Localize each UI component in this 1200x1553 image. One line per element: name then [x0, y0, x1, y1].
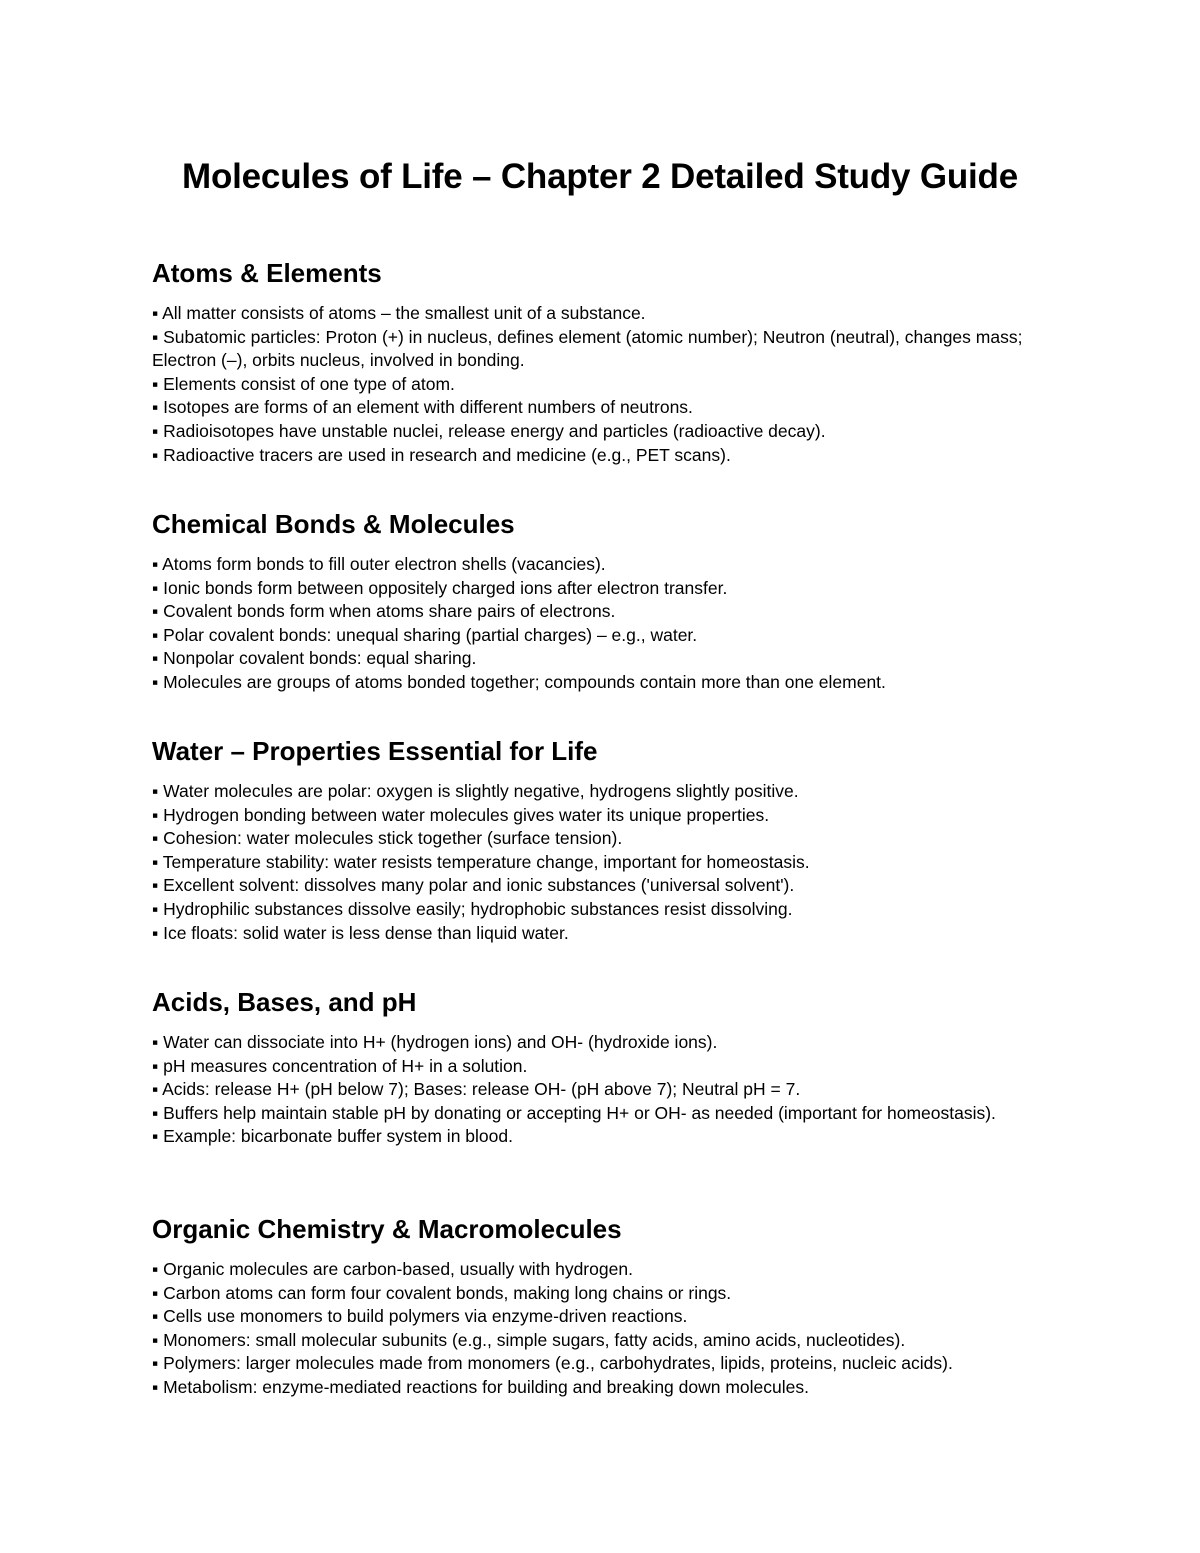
- bullet-marker: ▪: [152, 648, 159, 669]
- list-item: [152, 1078, 1072, 1102]
- list-item: [152, 804, 1072, 828]
- bullet-marker: ▪: [152, 898, 159, 919]
- list-item: [152, 302, 1072, 326]
- section-heading: Organic Chemistry & Macromolecules: [152, 1214, 622, 1244]
- list-item-text: Elements consist of one type of atom.: [163, 373, 455, 394]
- bullet-marker: ▪: [152, 601, 159, 622]
- list-item-text: Organic molecules are carbon-based, usually with hydrogen.: [163, 1259, 633, 1279]
- section-heading: Acids, Bases, and pH: [152, 987, 417, 1017]
- bullet-marker: ▪: [152, 781, 159, 801]
- bullet-marker: ▪: [152, 1259, 159, 1279]
- list-item-text: Water molecules are polar: oxygen is slightly negative, hydrogens slightly positive.: [163, 781, 799, 801]
- list-item: [152, 373, 1072, 397]
- list-item-text: Ionic bonds form between oppositely charged ions after electron transfer.: [163, 577, 728, 598]
- list-item-text: Carbon atoms can form four covalent bonds, making long chains or rings.: [163, 1282, 732, 1303]
- list-item-text: All matter consists of atoms – the smallest unit of a substance.: [162, 303, 646, 323]
- list-item-text: Cells use monomers to build polymers via enzyme-driven reactions.: [163, 1306, 688, 1327]
- list-item-text: Covalent bonds form when atoms share pairs of electrons.: [163, 601, 616, 622]
- bullet-marker: ▪: [152, 1353, 159, 1374]
- list-item-text: Isotopes are forms of an element with different numbers of neutrons.: [163, 397, 693, 418]
- list-item-text: Nonpolar covalent bonds: equal sharing.: [163, 648, 477, 669]
- bullet-marker: ▪: [152, 804, 159, 825]
- list-item-text: Hydrogen bonding between water molecules gives water its unique properties.: [163, 804, 770, 825]
- bullet-marker: ▪: [152, 554, 159, 574]
- list-item: [152, 647, 1072, 671]
- list-item: [152, 922, 1072, 946]
- list-item-text: Cohesion: water molecules stick together (surface tension).: [163, 828, 623, 849]
- list-item-text: Atoms form bonds to fill outer electron shells (vacancies).: [162, 554, 606, 574]
- bullet-marker: ▪: [152, 303, 159, 323]
- list-item: [152, 326, 1072, 373]
- list-item: [152, 780, 1072, 804]
- list-item: [152, 553, 1072, 577]
- bullet-marker: ▪: [152, 1126, 159, 1147]
- list-item: [152, 874, 1072, 898]
- bullet-list: [152, 1031, 1072, 1149]
- list-item-text: Polymers: larger molecules made from monomers (e.g., carbohydrates, lipids, proteins, nucleic acids).: [163, 1353, 953, 1374]
- bullet-marker: ▪: [152, 828, 159, 849]
- list-item-text: Acids: release H+ (pH below 7); Bases: release OH- (pH above 7); Neutral pH = 7.: [162, 1079, 801, 1100]
- list-item-text: Temperature stability: water resists temperature change, important for homeostasis.: [162, 851, 810, 872]
- list-item: [152, 1352, 1072, 1376]
- section-acids-bases-ph: [152, 985, 1072, 1149]
- list-item: [152, 1376, 1072, 1400]
- list-item-text: Excellent solvent: dissolves many polar and ionic substances ('universal solvent').: [163, 875, 795, 896]
- list-item-text: Polar covalent bonds: unequal sharing (partial charges) – e.g., water.: [163, 624, 698, 645]
- section-chemical-bonds: [152, 507, 1072, 695]
- bullet-list: [152, 1258, 1072, 1400]
- list-item-text: Radioactive tracers are used in research and medicine (e.g., PET scans).: [163, 444, 731, 465]
- list-item: [152, 396, 1072, 420]
- list-item-text: Example: bicarbonate buffer system in blood.: [163, 1126, 513, 1147]
- bullet-marker: ▪: [152, 326, 159, 347]
- list-item: [152, 577, 1072, 601]
- bullet-marker: ▪: [152, 922, 159, 943]
- bullet-marker: ▪: [152, 1306, 159, 1327]
- bullet-list: [152, 780, 1072, 945]
- bullet-list: [152, 302, 1072, 467]
- list-item: [152, 671, 1072, 695]
- list-item-text: pH measures concentration of H+ in a solution.: [163, 1055, 528, 1076]
- bullet-marker: ▪: [152, 1079, 159, 1100]
- bullet-marker: ▪: [152, 851, 159, 872]
- section-heading: Chemical Bonds & Molecules: [152, 509, 515, 539]
- list-item: [152, 1055, 1072, 1079]
- bullet-marker: ▪: [152, 1032, 159, 1052]
- bullet-marker: ▪: [152, 1329, 159, 1350]
- bullet-marker: ▪: [152, 875, 159, 896]
- document-title: Molecules of Life – Chapter 2 Detailed Study Guide: [182, 157, 1018, 196]
- list-item: [152, 1282, 1072, 1306]
- bullet-marker: ▪: [152, 1282, 159, 1303]
- list-item: [152, 827, 1072, 851]
- section-organic-chemistry: [152, 1212, 1072, 1400]
- bullet-marker: ▪: [152, 444, 159, 465]
- list-item-text: Molecules are groups of atoms bonded together; compounds contain more than one element.: [163, 671, 886, 692]
- list-item-text: Radioisotopes have unstable nuclei, release energy and particles (radioactive decay).: [163, 420, 826, 441]
- section-water-properties: [152, 734, 1072, 945]
- list-item: [152, 851, 1072, 875]
- bullet-marker: ▪: [152, 420, 159, 441]
- list-item: [152, 600, 1072, 624]
- list-item: [152, 898, 1072, 922]
- list-item: [152, 624, 1072, 648]
- bullet-marker: ▪: [152, 397, 159, 418]
- bullet-marker: ▪: [152, 624, 159, 645]
- list-item: [152, 444, 1072, 468]
- list-item: [152, 420, 1072, 444]
- list-item-text: Buffers help maintain stable pH by donating or accepting H+ or OH- as needed (important for homeostasis).: [163, 1102, 996, 1123]
- list-item-text: Hydrophilic substances dissolve easily; hydrophobic substances resist dissolving.: [163, 898, 793, 919]
- list-item-text: Subatomic particles: Proton (+) in nucleus, defines element (atomic number); Neutron (neutral), changes mass; Electron (–), orbits nucleus, involved in bonding.: [152, 326, 1023, 371]
- list-item: [152, 1329, 1072, 1353]
- section-heading: Water – Properties Essential for Life: [152, 736, 598, 766]
- bullet-marker: ▪: [152, 1102, 159, 1123]
- list-item: [152, 1258, 1072, 1282]
- list-item-text: Ice floats: solid water is less dense than liquid water.: [163, 922, 569, 943]
- section-atoms-elements: [152, 256, 1072, 467]
- bullet-list: [152, 553, 1072, 695]
- bullet-marker: ▪: [152, 373, 159, 394]
- list-item: [152, 1125, 1072, 1149]
- list-item: [152, 1305, 1072, 1329]
- list-item: [152, 1031, 1072, 1055]
- bullet-marker: ▪: [152, 671, 159, 692]
- section-heading: Atoms & Elements: [152, 258, 382, 288]
- list-item-text: Metabolism: enzyme-mediated reactions for building and breaking down molecules.: [163, 1376, 809, 1397]
- bullet-marker: ▪: [152, 1055, 159, 1076]
- bullet-marker: ▪: [152, 1376, 159, 1397]
- bullet-marker: ▪: [152, 577, 159, 598]
- list-item: [152, 1102, 1072, 1126]
- list-item-text: Water can dissociate into H+ (hydrogen ions) and OH- (hydroxide ions).: [163, 1032, 718, 1052]
- list-item-text: Monomers: small molecular subunits (e.g., simple sugars, fatty acids, amino acids, nucleotides).: [163, 1329, 906, 1350]
